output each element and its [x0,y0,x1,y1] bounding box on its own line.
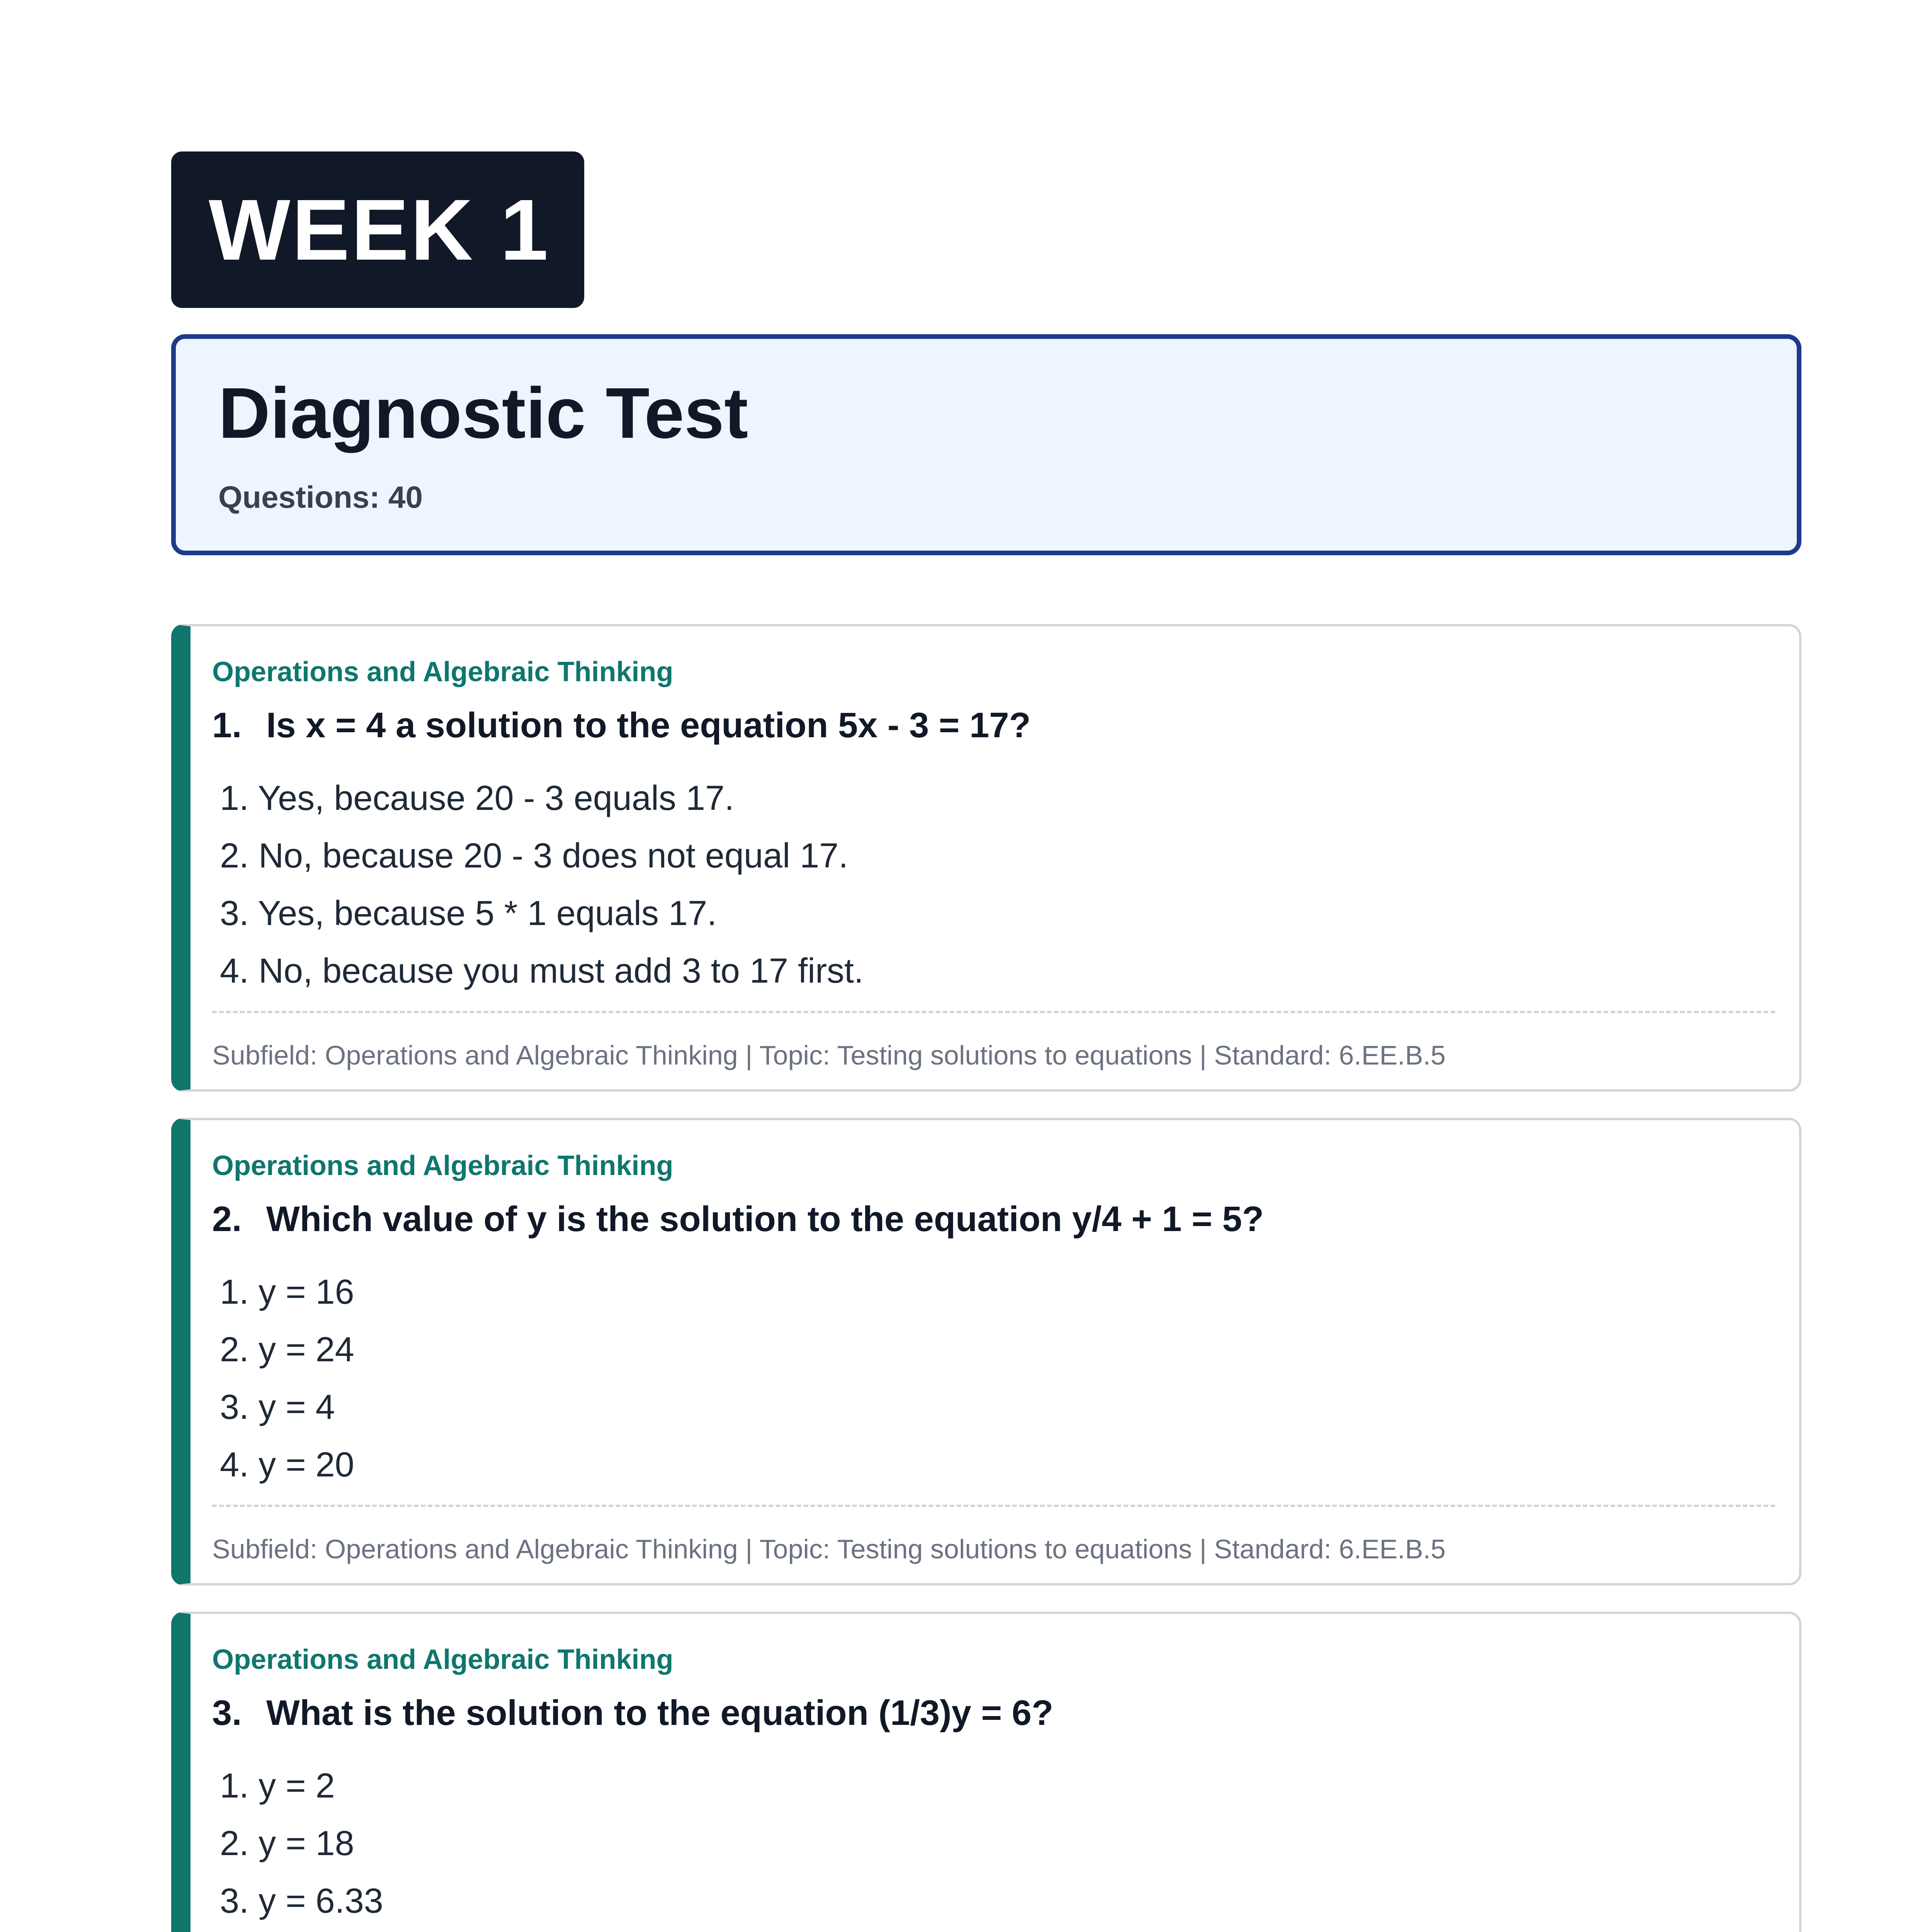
question-number: 3. [212,1693,242,1733]
question-card-1 [171,624,1801,1092]
question-prompt: What is the solution to the equation (1/3)y = 6? [266,1693,1053,1733]
test-header [171,334,1801,555]
question-number: 2. [212,1199,242,1239]
answer-option: 2. y = 18 [220,1824,354,1863]
question-meta: Subfield: Operations and Algebraic Thinking | Topic: Testing solutions to equations | Standard: 6.EE.B.5 [212,1534,1446,1564]
question-subject: Operations and Algebraic Thinking [212,656,673,687]
question-prompt: Which value of y is the solution to the equation y/4 + 1 = 5? [266,1199,1264,1239]
week-label: WEEK 1 [209,181,550,278]
answer-option: 3. y = 6.33 [220,1882,383,1920]
question-subject: Operations and Algebraic Thinking [212,1644,673,1675]
answer-options [212,1769,383,1932]
answer-option: 2. y = 24 [220,1330,354,1369]
answer-option: 3. y = 4 [220,1388,335,1427]
question-number: 1. [212,706,242,745]
week-badge [171,151,584,308]
question-meta: Subfield: Operations and Algebraic Thinking | Topic: Testing solutions to equations | Standard: 6.EE.B.5 [212,1040,1446,1070]
question-text [212,707,1031,743]
answer-option: 4. y = 20 [220,1446,354,1484]
divider [212,1011,1775,1013]
question-text [212,1695,1053,1731]
answer-option: 2. No, because 20 - 3 does not equal 17. [220,837,849,875]
question-card-3 [171,1612,1801,1932]
answer-option: 1. Yes, because 20 - 3 equals 17. [220,779,735,818]
divider [212,1505,1775,1507]
question-subject: Operations and Algebraic Thinking [212,1150,673,1181]
answer-option: 1. y = 2 [220,1767,335,1805]
answer-option: 3. Yes, because 5 * 1 equals 17. [220,894,717,933]
answer-options [212,1275,354,1505]
page-title: Diagnostic Test [218,373,748,453]
answer-options [212,781,864,1011]
question-card-2 [171,1118,1801,1585]
answer-option: 1. y = 16 [220,1273,354,1311]
question-count: Questions: 40 [218,480,423,514]
question-text [212,1201,1264,1237]
question-prompt: Is x = 4 a solution to the equation 5x - 3 = 17? [266,706,1031,745]
answer-option: 4. No, because you must add 3 to 17 first. [220,952,864,990]
